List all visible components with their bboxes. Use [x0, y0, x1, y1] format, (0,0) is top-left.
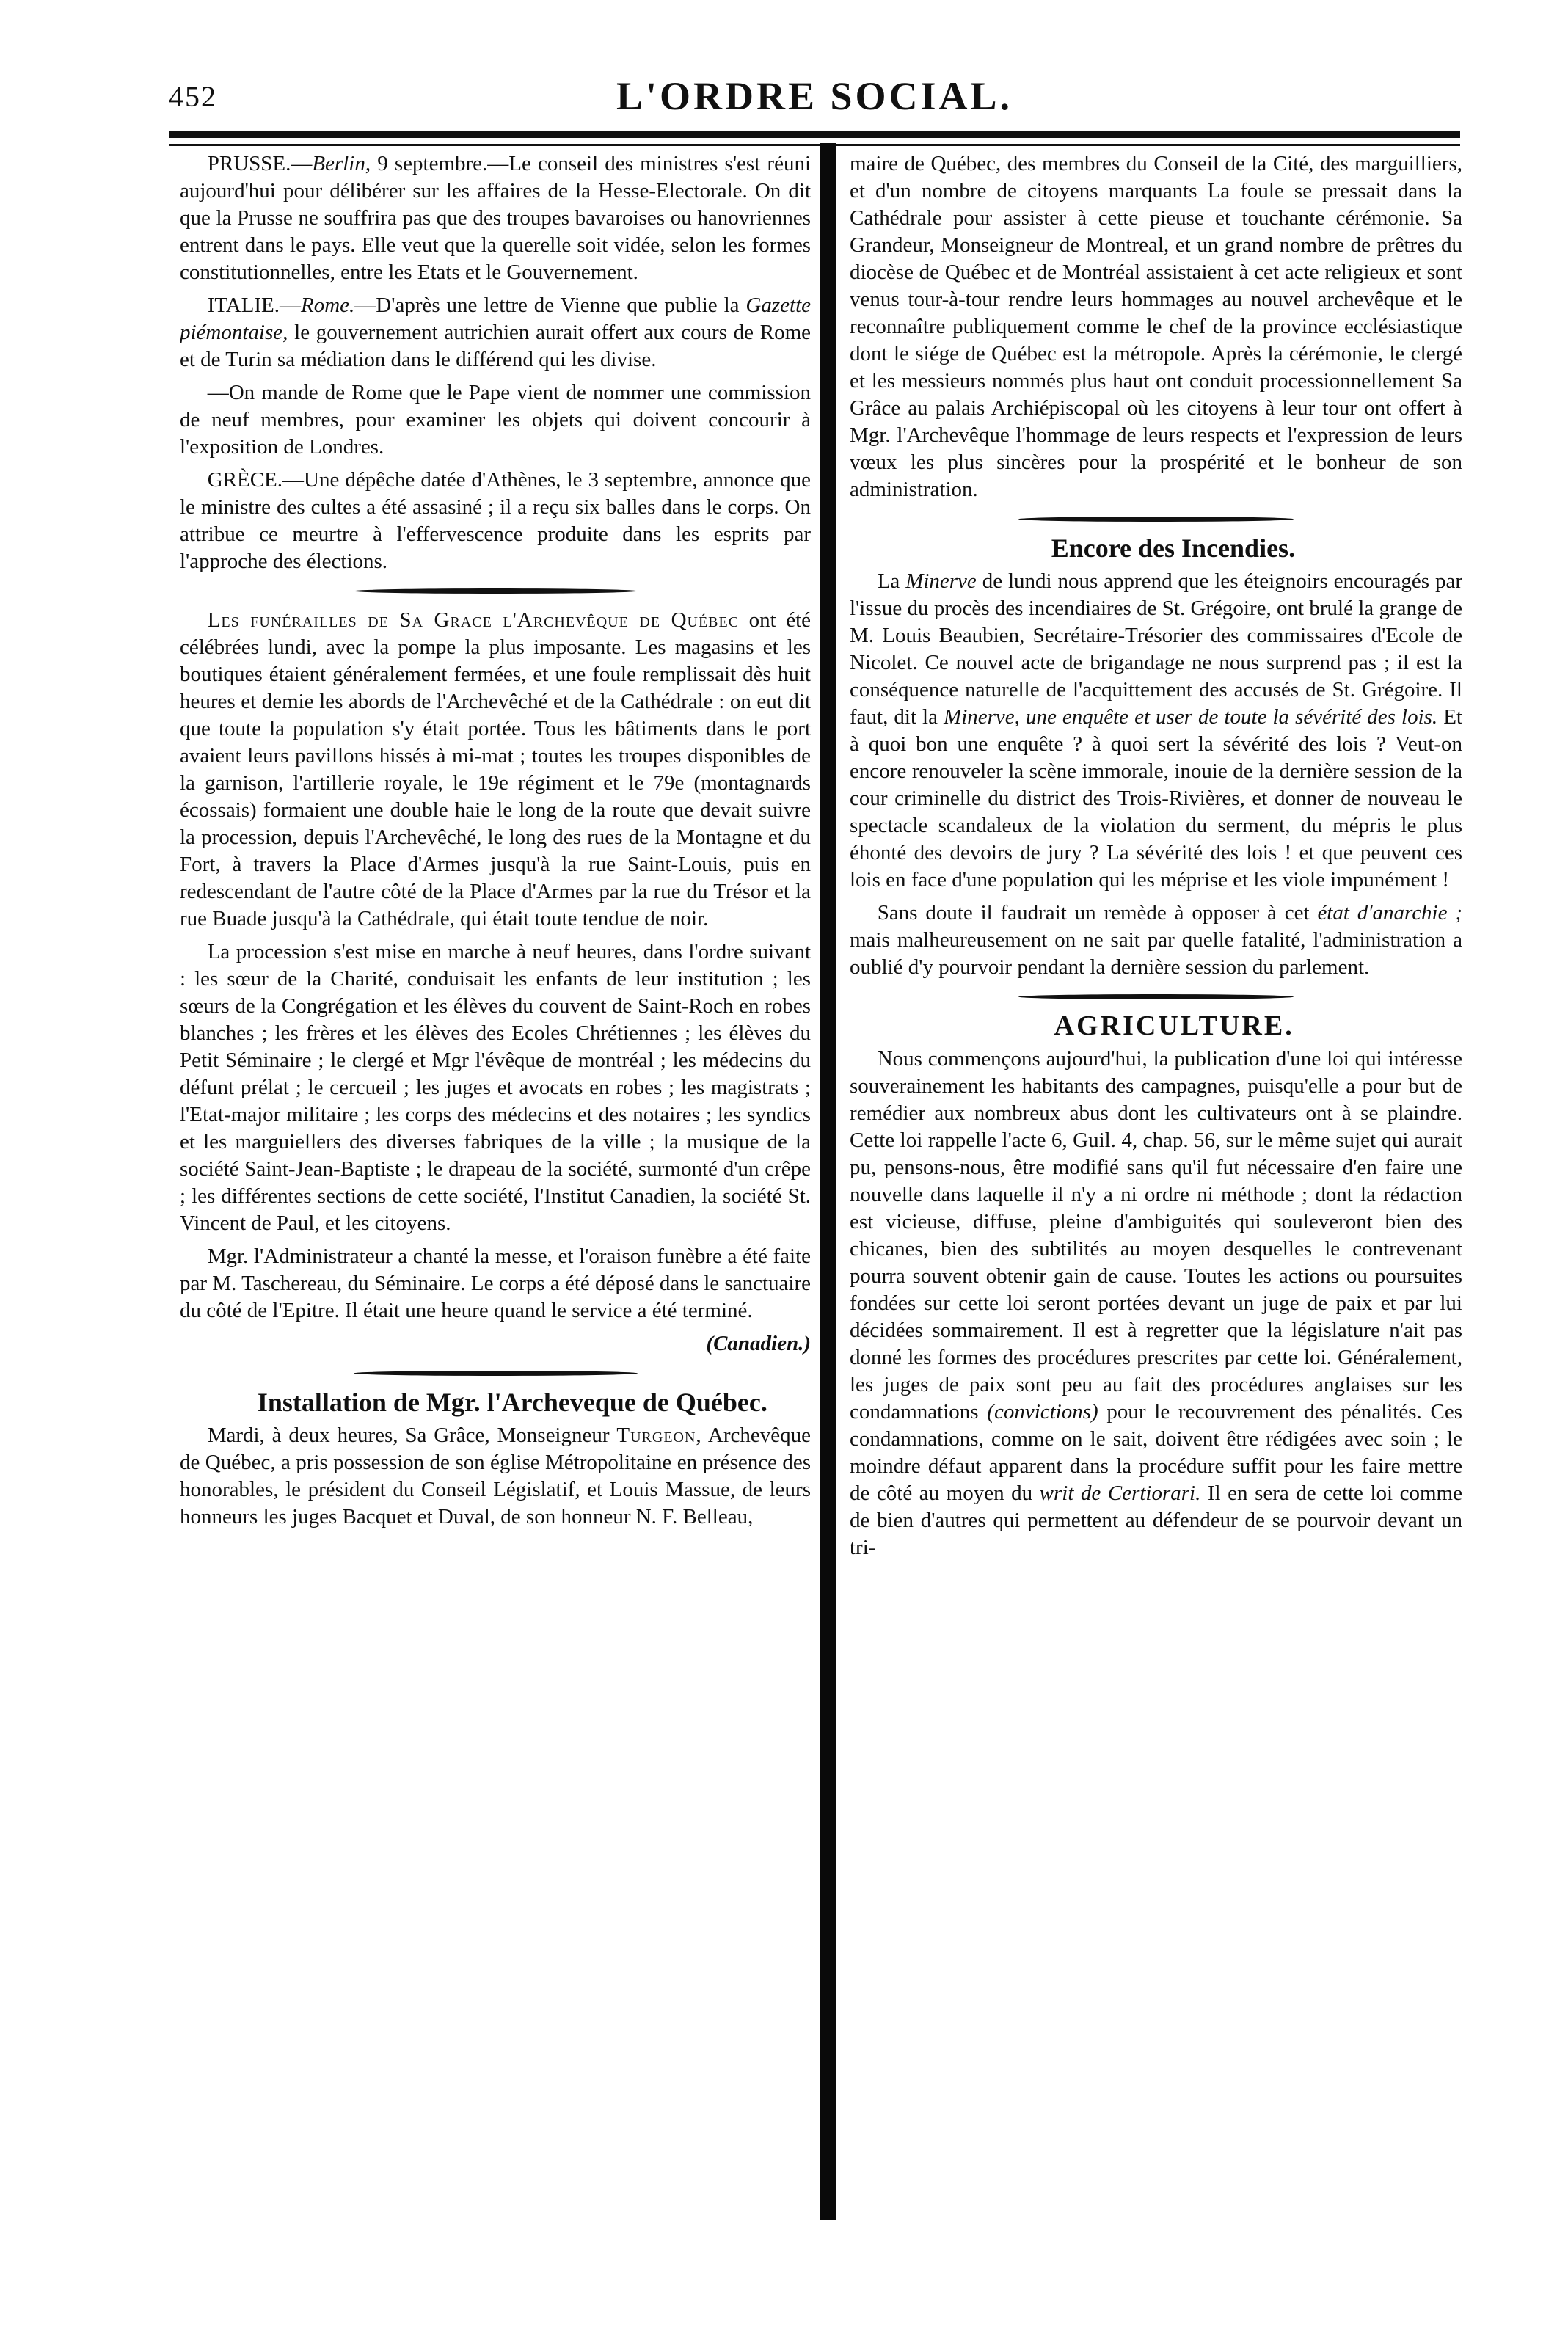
article-installation: [180, 1422, 811, 1531]
article-italie-text-b: le gouvernement autrichien aurait offert aux cours de Rome et de Turin sa médiation dans le différend qui les divise.: [180, 321, 811, 371]
article-incendies-paper: Minerve: [905, 569, 977, 593]
article-anarchie-state: état d'anarchie ;: [1317, 901, 1463, 925]
header-rule-thin: [169, 144, 1460, 146]
page-number: 452: [169, 80, 217, 113]
article-source: (Canadien.): [706, 1332, 811, 1355]
article-agriculture-writ: writ de Certiorari.: [1039, 1481, 1201, 1505]
article-installation-continued: maire de Québec, des membres du Conseil de la Cité, des marguilliers, et d'un nombre de citoyens marquants La foule se pressait dans la Cathédrale pour assister à cette pieuse et touchante cérémonie. Sa Grandeur, Monseigneur de Montreal, et un grand nombre de prêtres du diocèse de Québec et de Montréal assistaient à cet acte religieux et sont venus tour-à-tour rendre leurs hommages au nouvel archevêque et le reconnaître publiquement comme le chef de la province ecclésiastique dont le siége de Québec est la métropole. Après la cérémonie, le clergé et les messieurs nommés plus haut ont conduit processionnellement Sa Grâce au palais Archiépiscopal où les citoyens à leur tour ont offert à Mgr. l'Archevêque l'hommage de leurs respects et l'expression de leurs vœux les plus sincères pour la prospérité et le bonheur de son administration.: [850, 152, 1462, 501]
article-anarchie-text-a: Sans doute il faudrait un remède à opposer à cet: [877, 901, 1318, 925]
article-installation-name: Turgeon,: [616, 1424, 702, 1447]
article-funerailles-text: ont été célébrées lundi, avec la pompe la plus imposante. Les magasins et les boutiques étaient généralement fermées, et une foule remplissait dès huit heures et demie les abords de l'Archevêché et de la Cathédrale : on eut dit que toute la population s'y était portée. Tous les bâtiments dans le port avaient leurs pavillons hissés à mi-mat ; toutes les troupes disponibles de la garnison, l'artillerie royale, le 19e régiment et le 79e (montagnards écossais) formaient une double haie le long de la route que devait suivre la procession, depuis l'Archevêché, le long des rues de la Montagne et du Fort, à travers la Place d'Armes jusqu'à la rue Saint-Louis, puis en redescendant de l'autre côté de la Place d'Armes par la rue du Trésor et la rue Buade jusqu'à la Cathédrale, qui était toute tendue de noir.: [180, 608, 811, 930]
article-grece-lead: GRÈCE.: [207, 468, 282, 492]
article-anarchie: [850, 900, 1462, 981]
article-incendies: [850, 568, 1462, 894]
article-grece: [180, 467, 811, 575]
article-agriculture-text-a: Nous commençons aujourd'hui, la publication d'une loi qui intéresse souverainement les habitants des campagnes, puisqu'elle a pour but de remédier aux nombreux abus dont les cultivateurs ont à se plaindre. Cette loi rappelle l'acte 6, Guil. 4, chap. 56, sur le même sujet qui aurait pu, pensons-nous, être modifié sans qu'il fut nécessaire d'en faire une nouvelle dans laquelle il n'y a ni ordre ni méthode ; dont la rédaction est vicieuse, diffuse, pleine d'ambiguités qui souleveront bien des chicanes, bien des subtilités au moyen desquelles le contrevenant pourra souvent obtenir gain de cause. Toutes les actions ou poursuites fondées sur cette loi seront portées devant un juge de paix et par lui décidées sommairement. Il est à regretter que la législature n'ait pas donné les formes des procédures prescrites par cette loi. Généralement, les juges de paix sont peu au fait des procédures anglaises sur les condamnations: [850, 1047, 1462, 1424]
article-incendies-text-a: La: [877, 569, 906, 593]
article-agriculture-text-b: pour le recouvrement des pénalités. Ces condamnations, comme on le sait, doivent être rédigées avec soin ; le moindre défaut apparent dans la procédure suffit pour les faire mettre de côté au moyen du: [850, 1400, 1462, 1505]
article-procession: La procession s'est mise en marche à neuf heures, dans l'ordre suivant : les sœur de la Charité, conduisait les enfants de leur institution ; les sœurs de la Congrégation et les élèves du couvent de Saint-Roch en robes blanches ; les frères et les élèves des Ecoles Chrétiennes ; les élèves du Petit Séminaire ; le clergé et Mgr l'évêque de montréal ; les médecins du défunt prélat ; le cercueil ; les juges et avocats en robes ; les magistrats ; l'Etat-major militaire ; les corps des médecins et des notaires ; les syndics et les marguiellers des diverses fabriques de la ville ; la musique de la société Saint-Jean-Baptiste ; le drapeau de la société, surmonté d'un crêpe ; les différentes sections de cette société, l'Institut Canadien, la société St. Vincent de Paul, et les citoyens.: [180, 940, 811, 1235]
article-agriculture-convictions: (convictions): [987, 1400, 1098, 1424]
article-incendies-text-c: Et à quoi bon une enquête ? à quoi sert la sévérité des lois ? Veut-on encore renouveler la scène immorale, inouie de la dernière session de la cour criminelle du district des Trois-Rivières, et donner de nouveau le spectacle scandaleux de la violation du serment, du mépris le plus éhonté des devoirs de jury ? La sévérité des lois ! et que peuvent ces lois en face d'une population qui les méprise et les viole impunément !: [850, 705, 1462, 892]
article-prusse-lead: PRUSSE.—: [207, 152, 313, 175]
article-italie-lead: ITALIE.—: [207, 294, 302, 317]
article-italie-text-a: —D'après une lettre de Vienne que publie la: [354, 294, 746, 317]
article-prusse-text: 9 septembre.—Le conseil des ministres s'est réuni aujourd'hui pour délibérer sur les affaires de la Hesse-Electorale. On dit que la Prusse ne souffrira pas que des troupes bavaroises ou hanovriennes entrent dans le pays. Elle veut que la querelle soit vidée, selon les formes constitutionnelles, entre les Etats et le Gouvernement.: [180, 152, 811, 284]
article-italie-paper: Gazette piémontaise,: [180, 294, 811, 344]
header-rule-thick: [169, 131, 1460, 138]
article-funerailles-heading: Les funérailles de Sa Grace l'Archevêque de Québec: [207, 608, 740, 632]
installation-headline: Installation de Mgr. l'Archeveque de Québec.: [257, 1388, 767, 1417]
right-column: [850, 150, 1462, 1567]
article-installation-text-a: Mardi, à deux heures, Sa Grâce, Monseigneur: [207, 1424, 617, 1447]
article-italie: [180, 292, 811, 373]
section-separator: [354, 1371, 638, 1376]
article-rome: —On mande de Rome que le Pape vient de nommer une commission de neuf membres, pour examiner les objets qui doivent concourir à l'exposition de Londres.: [180, 381, 811, 459]
incendies-headline: Encore des Incendies.: [1051, 533, 1296, 563]
article-italie-place: Rome.: [301, 294, 355, 317]
article-incendies-text-b: de lundi nous apprend que les éteignoirs encouragés par l'issue du procès des incendiaires de St. Grégoire, ont brulé la grange de M. Louis Beaubien, Secrétaire-Trésorier des commissaires d'Ecole de Nicolet. Ce nouvel acte de brigandage ne nous surprend pas ; il est la conséquence naturelle de l'acquittement des accusés de St. Grégoire. Il faut, dit la: [850, 569, 1462, 729]
column-divider: [820, 143, 836, 2220]
article-funerailles: [180, 607, 811, 933]
masthead-title: L'ORDRE SOCIAL.: [616, 74, 1013, 118]
article-agriculture: [850, 1046, 1462, 1561]
section-separator: [1018, 517, 1294, 522]
article-agriculture-text-c: Il en sera de cette loi comme de bien d'autres qui permettent au défendeur de se pourvoir devant un tri-: [850, 1481, 1462, 1559]
left-column: [180, 150, 811, 1537]
article-prusse-place: Berlin,: [312, 152, 371, 175]
agriculture-headline: AGRICULTURE.: [1054, 1010, 1294, 1041]
section-separator: [354, 588, 638, 594]
article-installation-text-b: Archevêque de Québec, a pris possession de son église Métropolitaine en présence des honorables, le président du Conseil Législatif, et Louis Massue, de leurs honneurs les juges Bacquet et Duval, de son honneur N. F. Belleau,: [180, 1424, 811, 1528]
article-incendies-quote: Minerve, une enquête et user de toute la sévérité des lois.: [944, 705, 1438, 729]
article-prusse: [180, 150, 811, 286]
article-messe: Mgr. l'Administrateur a chanté la messe, et l'oraison funèbre a été faite par M. Taschereau, du Séminaire. Le corps a été déposé dans le sanctuaire du côté de l'Epitre. Il était une heure quand le service a été terminé.: [180, 1244, 811, 1322]
article-anarchie-text-b: mais malheureusement on ne sait par quelle fatalité, l'administration a oublié d'y pourvoir pendant la dernière session du parlement.: [850, 928, 1462, 979]
section-separator: [1018, 994, 1294, 999]
article-grece-text: —Une dépêche datée d'Athènes, le 3 septembre, annonce que le ministre des cultes a été assasiné ; il a reçu six balles dans le corps. On attribue ce meurtre à l'effervescence produite dans les esprits par l'approche des élections.: [180, 468, 811, 573]
page-header: [169, 73, 1460, 125]
